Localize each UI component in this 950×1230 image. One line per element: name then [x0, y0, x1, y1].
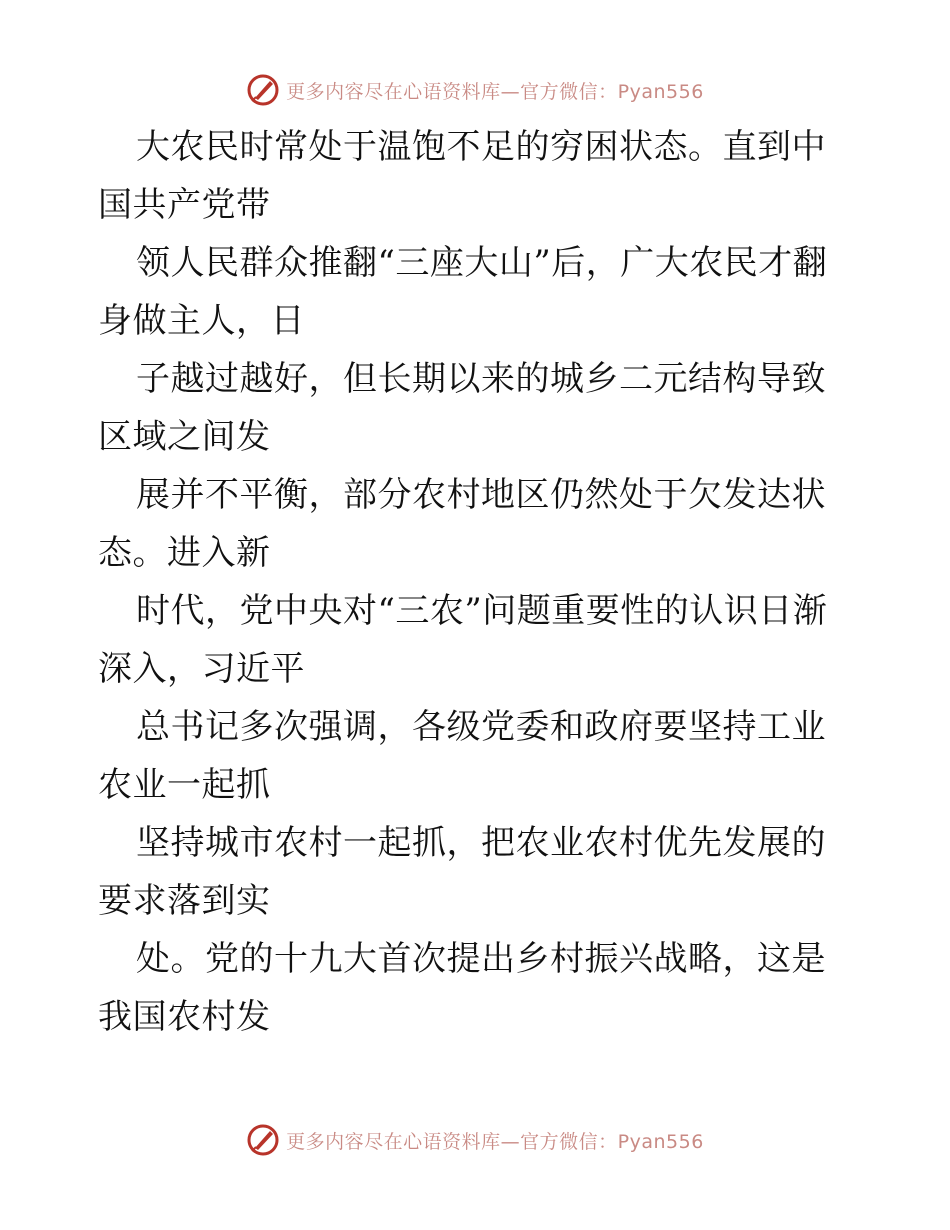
paragraph-line: 子越过越好，但长期以来的城乡二元结构导致区域之间发: [98, 359, 826, 457]
footer-watermark-text: 更多内容尽在心语资料库—官方微信：Pyan556: [286, 1130, 704, 1153]
header-watermark: [0, 70, 950, 110]
header-watermark-text: 更多内容尽在心语资料库—官方微信：Pyan556: [286, 80, 704, 103]
paragraph-line: 时代，党中央对“三农”问题重要性的认识日渐深入，习近平: [98, 591, 828, 689]
paragraph-line: 坚持城市农村一起抓，把农业农村优先发展的要求落到实: [98, 823, 826, 921]
paragraph-line: 大农民时常处于温饱不足的穷困状态。直到中国共产党带: [98, 127, 826, 225]
paragraph-line: 总书记多次强调，各级党委和政府要坚持工业农业一起抓: [98, 707, 826, 805]
red-quill-logo-icon: [246, 1123, 280, 1157]
footer-watermark: [0, 1120, 950, 1160]
paragraph-line: 展并不平衡，部分农村地区仍然处于欠发达状态。进入新: [98, 475, 826, 573]
paragraph-line: 处。党的十九大首次提出乡村振兴战略，这是我国农村发: [98, 939, 826, 1037]
paragraph-line: 领人民群众推翻“三座大山”后，广大农民才翻身做主人，日: [98, 243, 828, 341]
document-body: [98, 118, 858, 1046]
red-quill-logo-icon: [246, 73, 280, 107]
